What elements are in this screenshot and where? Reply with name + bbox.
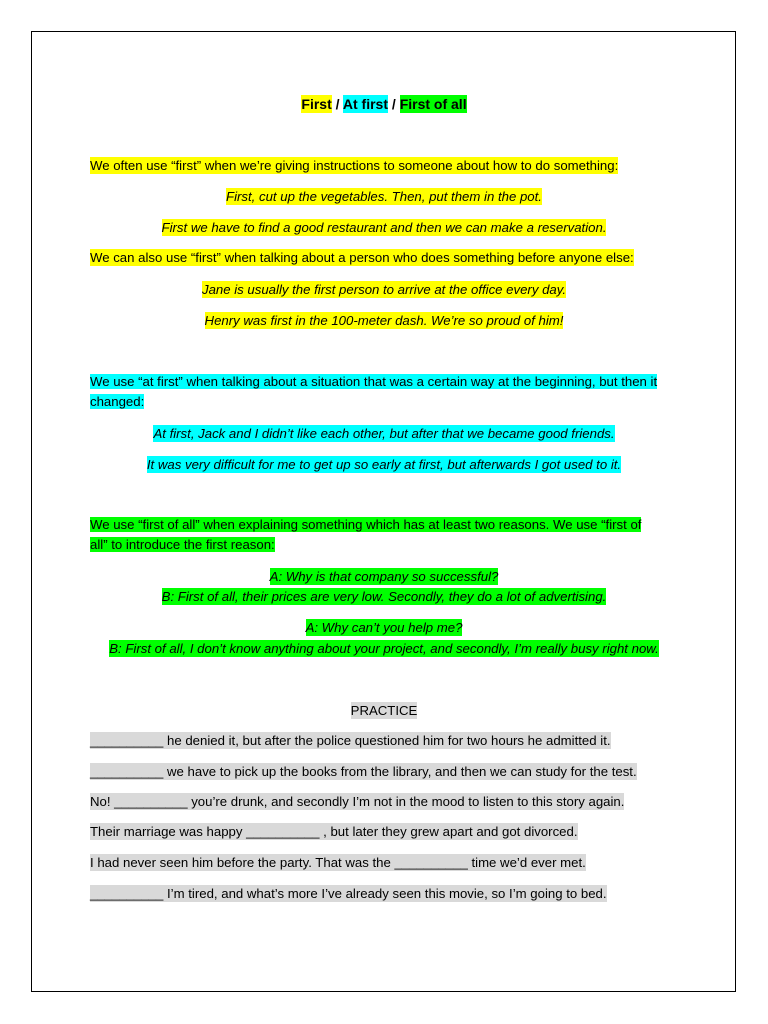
first-of-all-intro: We use “first of all” when explaining something which has at least two reasons. We use “first of all” to introduce the first reason: [90,517,642,552]
practice-heading: PRACTICE [350,703,418,718]
title-at-first: At first [342,96,389,112]
title-first: First [301,96,332,112]
at-first-intro: We use “at first” when talking about a situation that was a certain way at the beginning, but then it changed: [90,374,658,409]
practice-item: __________ he denied it, but after the police questioned him for two hours he admitted it. [90,733,611,748]
title-separator: / [331,96,343,112]
title-separator: / [388,96,400,112]
first-of-all-example-1a: A: Why is that company so successful? [269,569,499,584]
page-title [0,95,768,113]
practice-item: __________ I’m tired, and what’s more I’ve already seen this movie, so I’m going to bed. [90,886,607,901]
practice-item: I had never seen him before the party. That was the __________ time we’d ever met. [90,855,586,870]
document-page [31,31,736,992]
first-intro-2: We can also use “first” when talking about a person who does something before anyone else: [90,250,634,265]
at-first-example-2: It was very difficult for me to get up so early at first, but afterwards I got used to it. [146,457,622,472]
first-example-1: First, cut up the vegetables. Then, put them in the pot. [226,189,542,204]
first-example-3: Jane is usually the first person to arrive at the office every day. [201,282,567,297]
at-first-example-1: At first, Jack and I didn’t like each other, but after that we became good friends. [153,426,615,441]
first-example-2: First we have to find a good restaurant and then we can make a reservation. [161,220,607,235]
first-of-all-example-2a: A: Why can’t you help me? [305,620,463,635]
first-of-all-example-1b: B: First of all, their prices are very low. Secondly, they do a lot of advertising. [161,589,607,604]
title-first-of-all: First of all [399,96,467,112]
first-example-4: Henry was first in the 100-meter dash. We’re so proud of him! [204,313,564,328]
first-of-all-example-2b: B: First of all, I don’t know anything about your project, and secondly, I’m really busy right now. [109,641,659,656]
practice-item: No! __________ you’re drunk, and secondly I’m not in the mood to listen to this story again. [90,794,625,809]
practice-item: __________ we have to pick up the books from the library, and then we can study for the test. [90,764,637,779]
practice-item: Their marriage was happy __________ , but later they grew apart and got divorced. [90,824,578,839]
first-intro: We often use “first” when we’re giving instructions to someone about how to do something: [90,158,619,173]
